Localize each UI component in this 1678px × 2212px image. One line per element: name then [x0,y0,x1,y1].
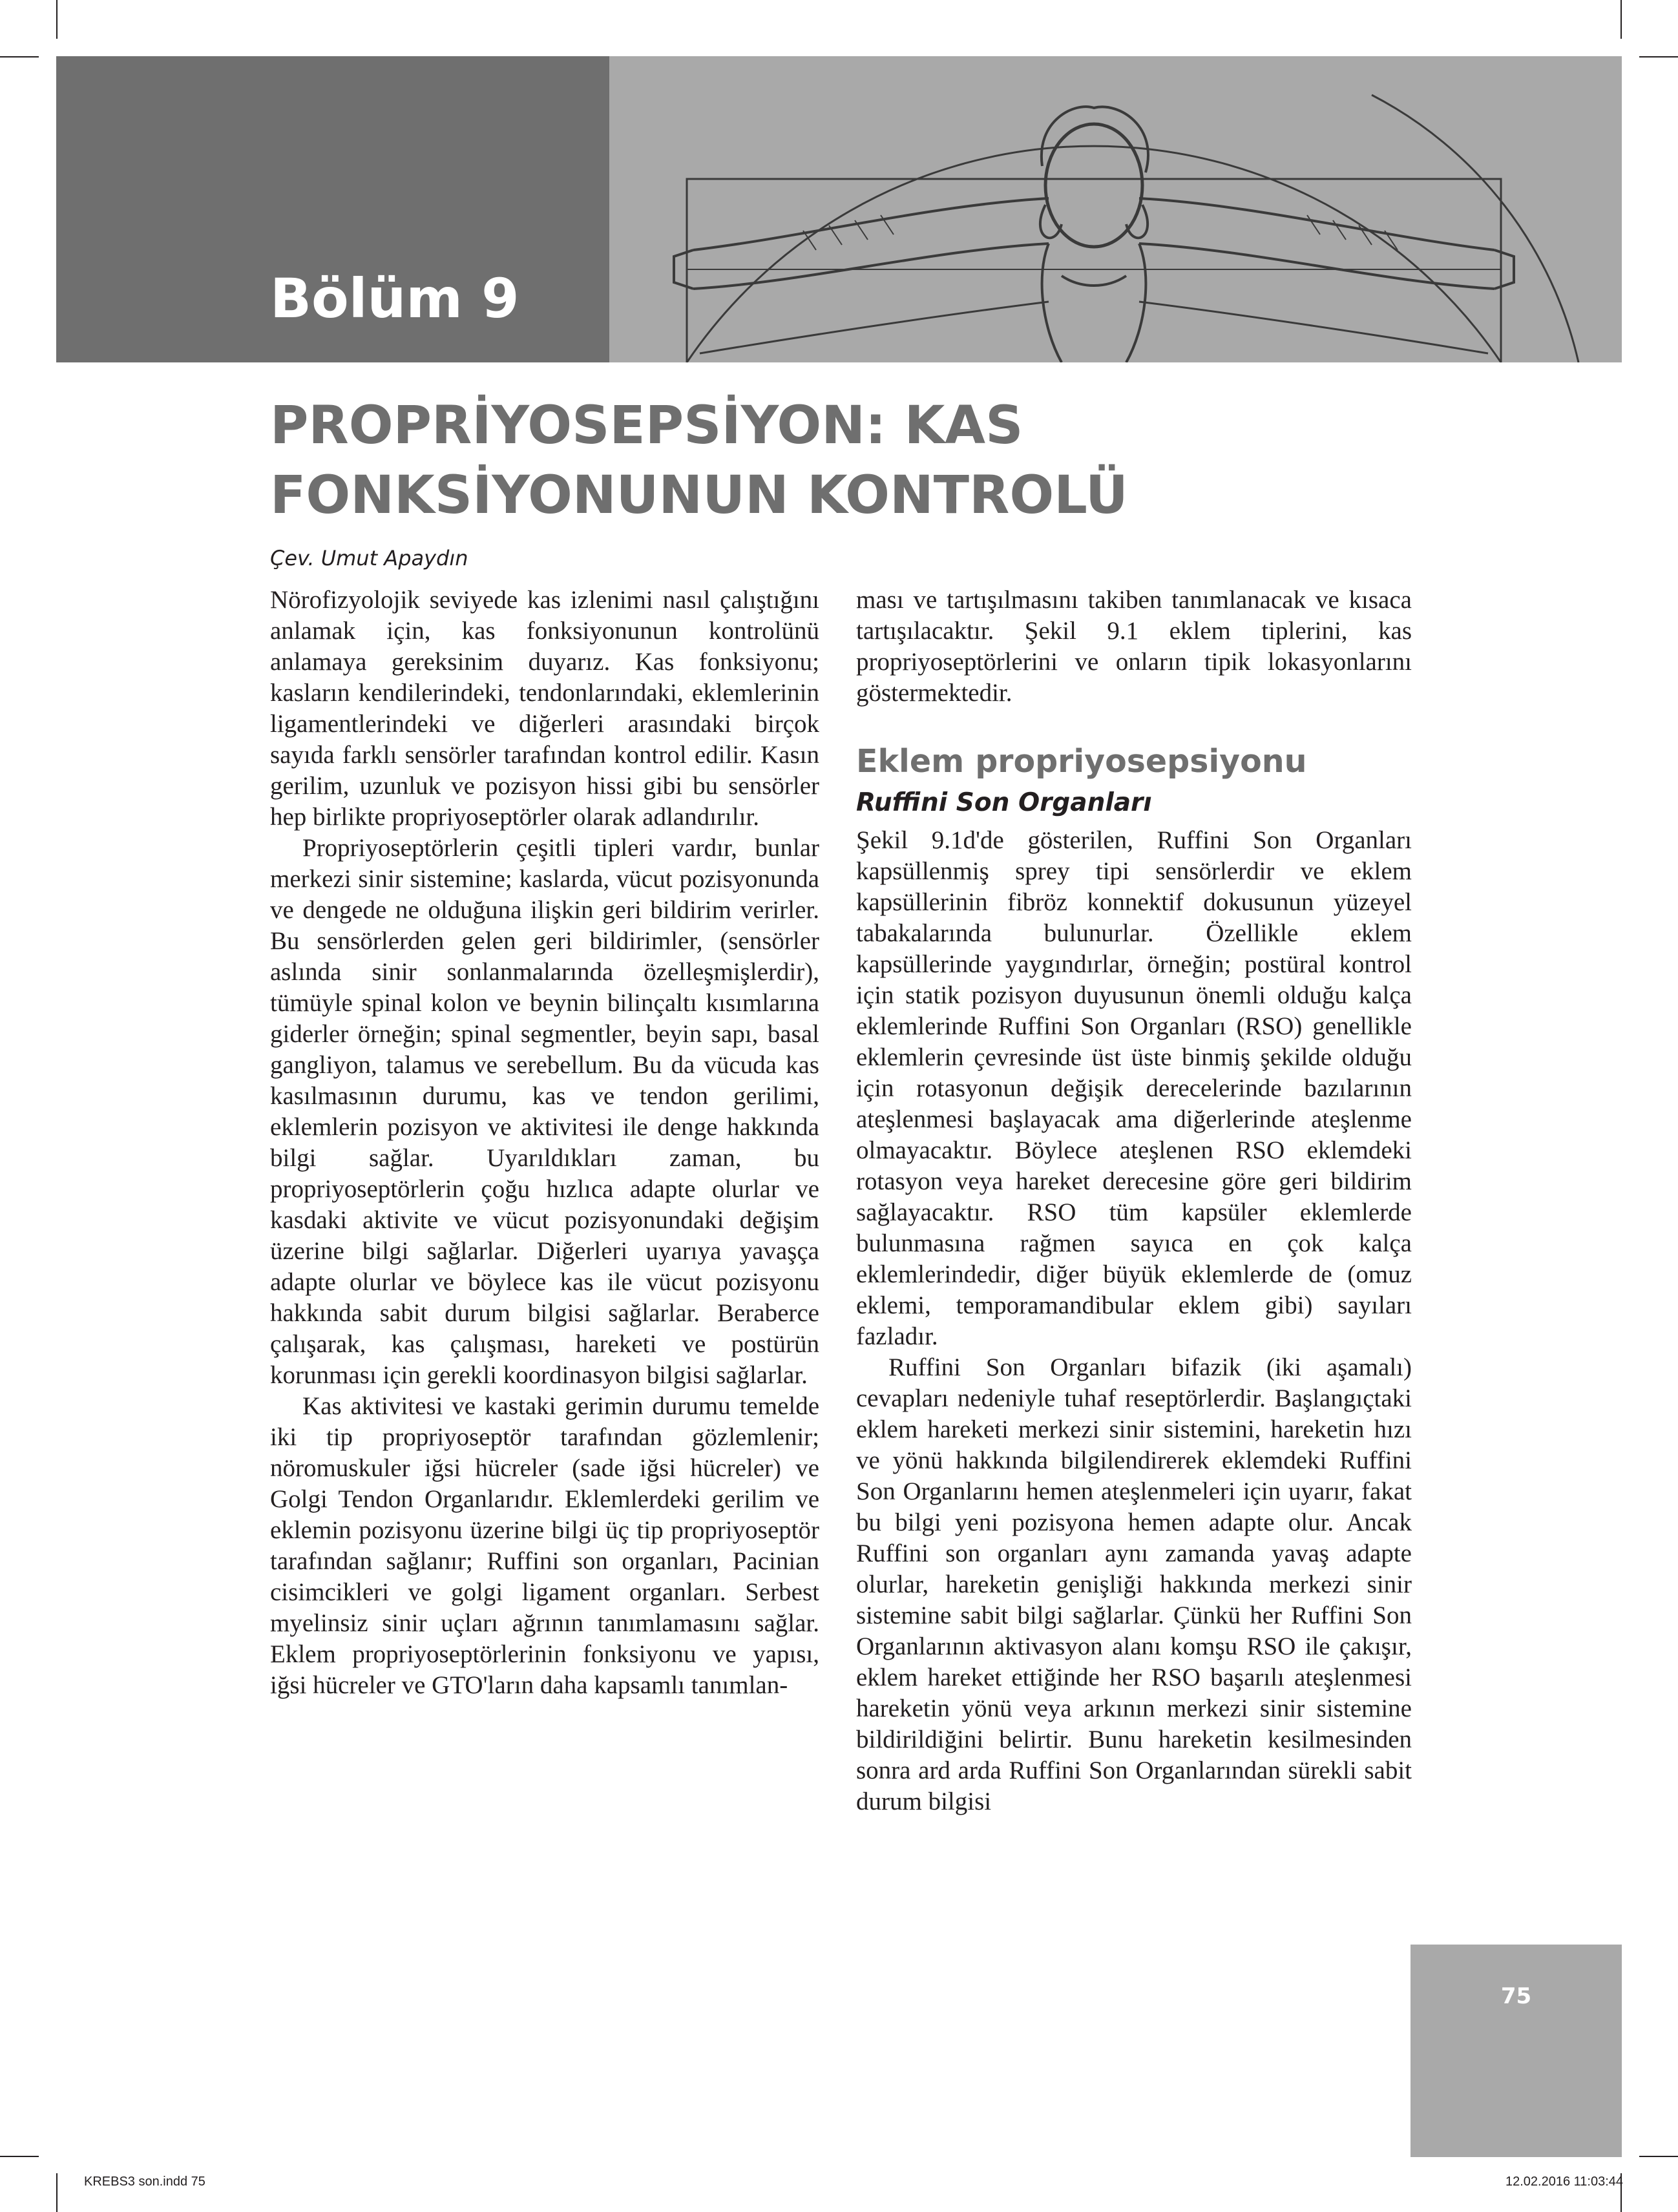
left-column [270,585,819,1701]
crop-mark [0,56,39,57]
page-title: PROPRİYOSEPSİYON: KAS FONKSİYONUNUN KONTROLÜ [270,395,1128,526]
paragraph: Nörofizyolojik seviyede kas izlenimi nasıl çalıştığını anlamak için, kas fonksiyonunun kontrolünü anlamaya gereksinim duyarız. Kas fonksiyonu; kasların kendilerindeki, tendonlarındaki, eklemlerinin ligamentlerindeki ve diğerleri arasındaki birçok sayıda farklı sensörler tarafından kontrol edilir. Kasın gerilim, uzunluk ve pozisyon hissi gibi bu sensörler hep birlikte propriyoseptörler olarak adlandırılır. [270,586,819,831]
crop-mark [1620,0,1622,39]
paragraph: Kas aktivitesi ve kastaki gerimin durumu temelde iki tip propriyoseptör tarafından gözlemlenir; nöromuskuler iğsi hücreler (sade iğsi hücreler) ve Golgi Tendon Organlarıdır. Eklemlerdeki gerilim ve eklemin pozisyonu üzerine bilgi üç tip propriyoseptör tarafından sağlanır; Ruffini son organları, Pacinian cisimcikleri ve golgi ligament organları. Serbest myelinsiz sinir uçları ağrının tanımlamasını sağlar. Eklem propriyoseptörlerinin fonksiyonu ve yapısı, iğsi hücreler ve GTO'ların daha kapsamlı tanımlan- [270,1392,819,1699]
crop-mark [1639,56,1678,57]
hair [1040,107,1148,238]
banner-illustration [609,56,1622,362]
section-heading: Eklem propriyosepsiyonu [856,743,1307,780]
paragraph: Şekil 9.1d'de gösterilen, Ruffini Son Organları kapsüllenmiş sprey tipi sensörlerdir ve eklem kapsüllerinin fibröz konnektif dokusunun yüzeyel tabakalarında bulunurlar. Özellikle eklem kapsüllerinde yaygındırlar, örneğin; postüral kontrol için statik pozisyon duyusunun önemli olduğu kalça eklemlerinde Ruffini Son Organları (RSO) genellikle eklemlerin çevresinde üst üste binmiş şekilde olduğu için rotasyonun değişik derecelerinde bazılarının ateşlenmesi başlayacak ama diğerlerinde ateşlenme olmayacaktır. Böylece ateşlenen RSO eklemdeki rotasyon veya hareket derecesine göre geri bildirim sağlayacaktır. RSO tüm kapsüler eklemlerde bulunmasına rağmen sayıca en çok kalça eklemlerindedir, diğer büyük eklemlerde de (omuz eklemi, temporamandibular eklem gibi) sayıları fazladır. [856,826,1412,1350]
print-timestamp: 12.02.2016 11:03:44 [1505,2175,1623,2189]
left-arm [693,198,1049,289]
circle-arc-outer [1372,95,1578,362]
right-arm-lower [1139,302,1488,353]
paragraph: Ruffini Son Organları bifazik (iki aşamalı) cevapları nedeniyle tuhaf reseptörlerdir. Başlangıçtaki eklem hareketi merkezi sinir sistemini, hareketin hızı ve yönü hakkında bilgilendirerek eklemdeki Ruffini Son Organlarını hemen ateşlenmeleri için uyarır, fakat bu bilgi yeni pozisyona hemen adapte olur. Ancak Ruffini son organları aynı zamanda yavaş adapte olurlar, hareketin genişliği hakkında merkezi sinir sistemine sabit bilgi sağlarlar. Çünkü her Ruffini Son Organlarının aktivasyon alanı komşu RSO ile çakışır, eklem hareket ettiğinde her RSO başarılı ateşlenmesi hareketin yönü veya arkının merkezi sinir sistemine bildirildiğini belirtir. Bunu hareketin kesilmesinden sonra ard arda Ruffini Son Organlarından sürekli sabit durum bilgisi [856,1353,1412,1815]
crop-mark [1639,2156,1678,2157]
crop-mark [56,2173,58,2212]
crop-mark [56,0,58,39]
crop-mark [0,2156,39,2157]
translator-credit: Çev. Umut Apaydın [270,546,468,570]
paragraph: Propriyoseptörlerin çeşitli tipleri vardır, bunlar merkezi sinir sistemine; kaslarda, vücut pozisyonunda ve dengede ne olduğuna ilişkin geri bildirim verirler. Bu sensörlerden gelen geri bildirimler, (sensörler aslında sinir sonlanmalarında özelleşmişlerdir), tümüyle spinal kolon ve beynin bilinçaltı kısımlarına giderler örneğin; spinal segmentler, beyin sapı, basal gangliyon, talamus ve serebellum. Bu da vücuda kas kasılmasının durumu, kas ve tendon gerilimi, eklemlerin pozisyon ve aktivitesi ile denge hakkında bilgi sağlar. Uyarıldıkları zaman, bu propriyoseptörlerin çoğu hızlıca adapte olurlar ve kasdaki aktivite ve vücut pozisyonundaki değişim üzerine bilgi sağlarlar. Diğerleri uyarıya yavaşça adapte olurlar ve böylece kas ile vücut pozisyonu hakkında sabit durum bilgisi sağlarlar. Beraberce çalışarak, kas çalışması, hareketi ve postürün korunması için gerekli koordinasyon bilgisi sağlarlar. [270,834,819,1389]
file-info: KREBS3 son.indd 75 [84,2175,205,2189]
subsection-heading: Ruffini Son Organları [856,788,1152,817]
right-column [856,585,1412,1817]
left-arm-lower [700,302,1049,353]
page-number-box [1411,1945,1622,2157]
right-arm [1139,198,1494,289]
page-number: 75 [1500,1983,1532,2009]
vitruvian-man-drawing [609,56,1622,362]
torso [1042,244,1146,362]
chapter-label: Bölüm 9 [270,267,519,330]
paragraph: ması ve tartışılmasını takiben tanımlanacak ve kısaca tartışılacaktır. Şekil 9.1 eklem tiplerini, kas propriyoseptörlerini ve onların tipik lokasyonlarını göstermektedir. [856,586,1412,707]
